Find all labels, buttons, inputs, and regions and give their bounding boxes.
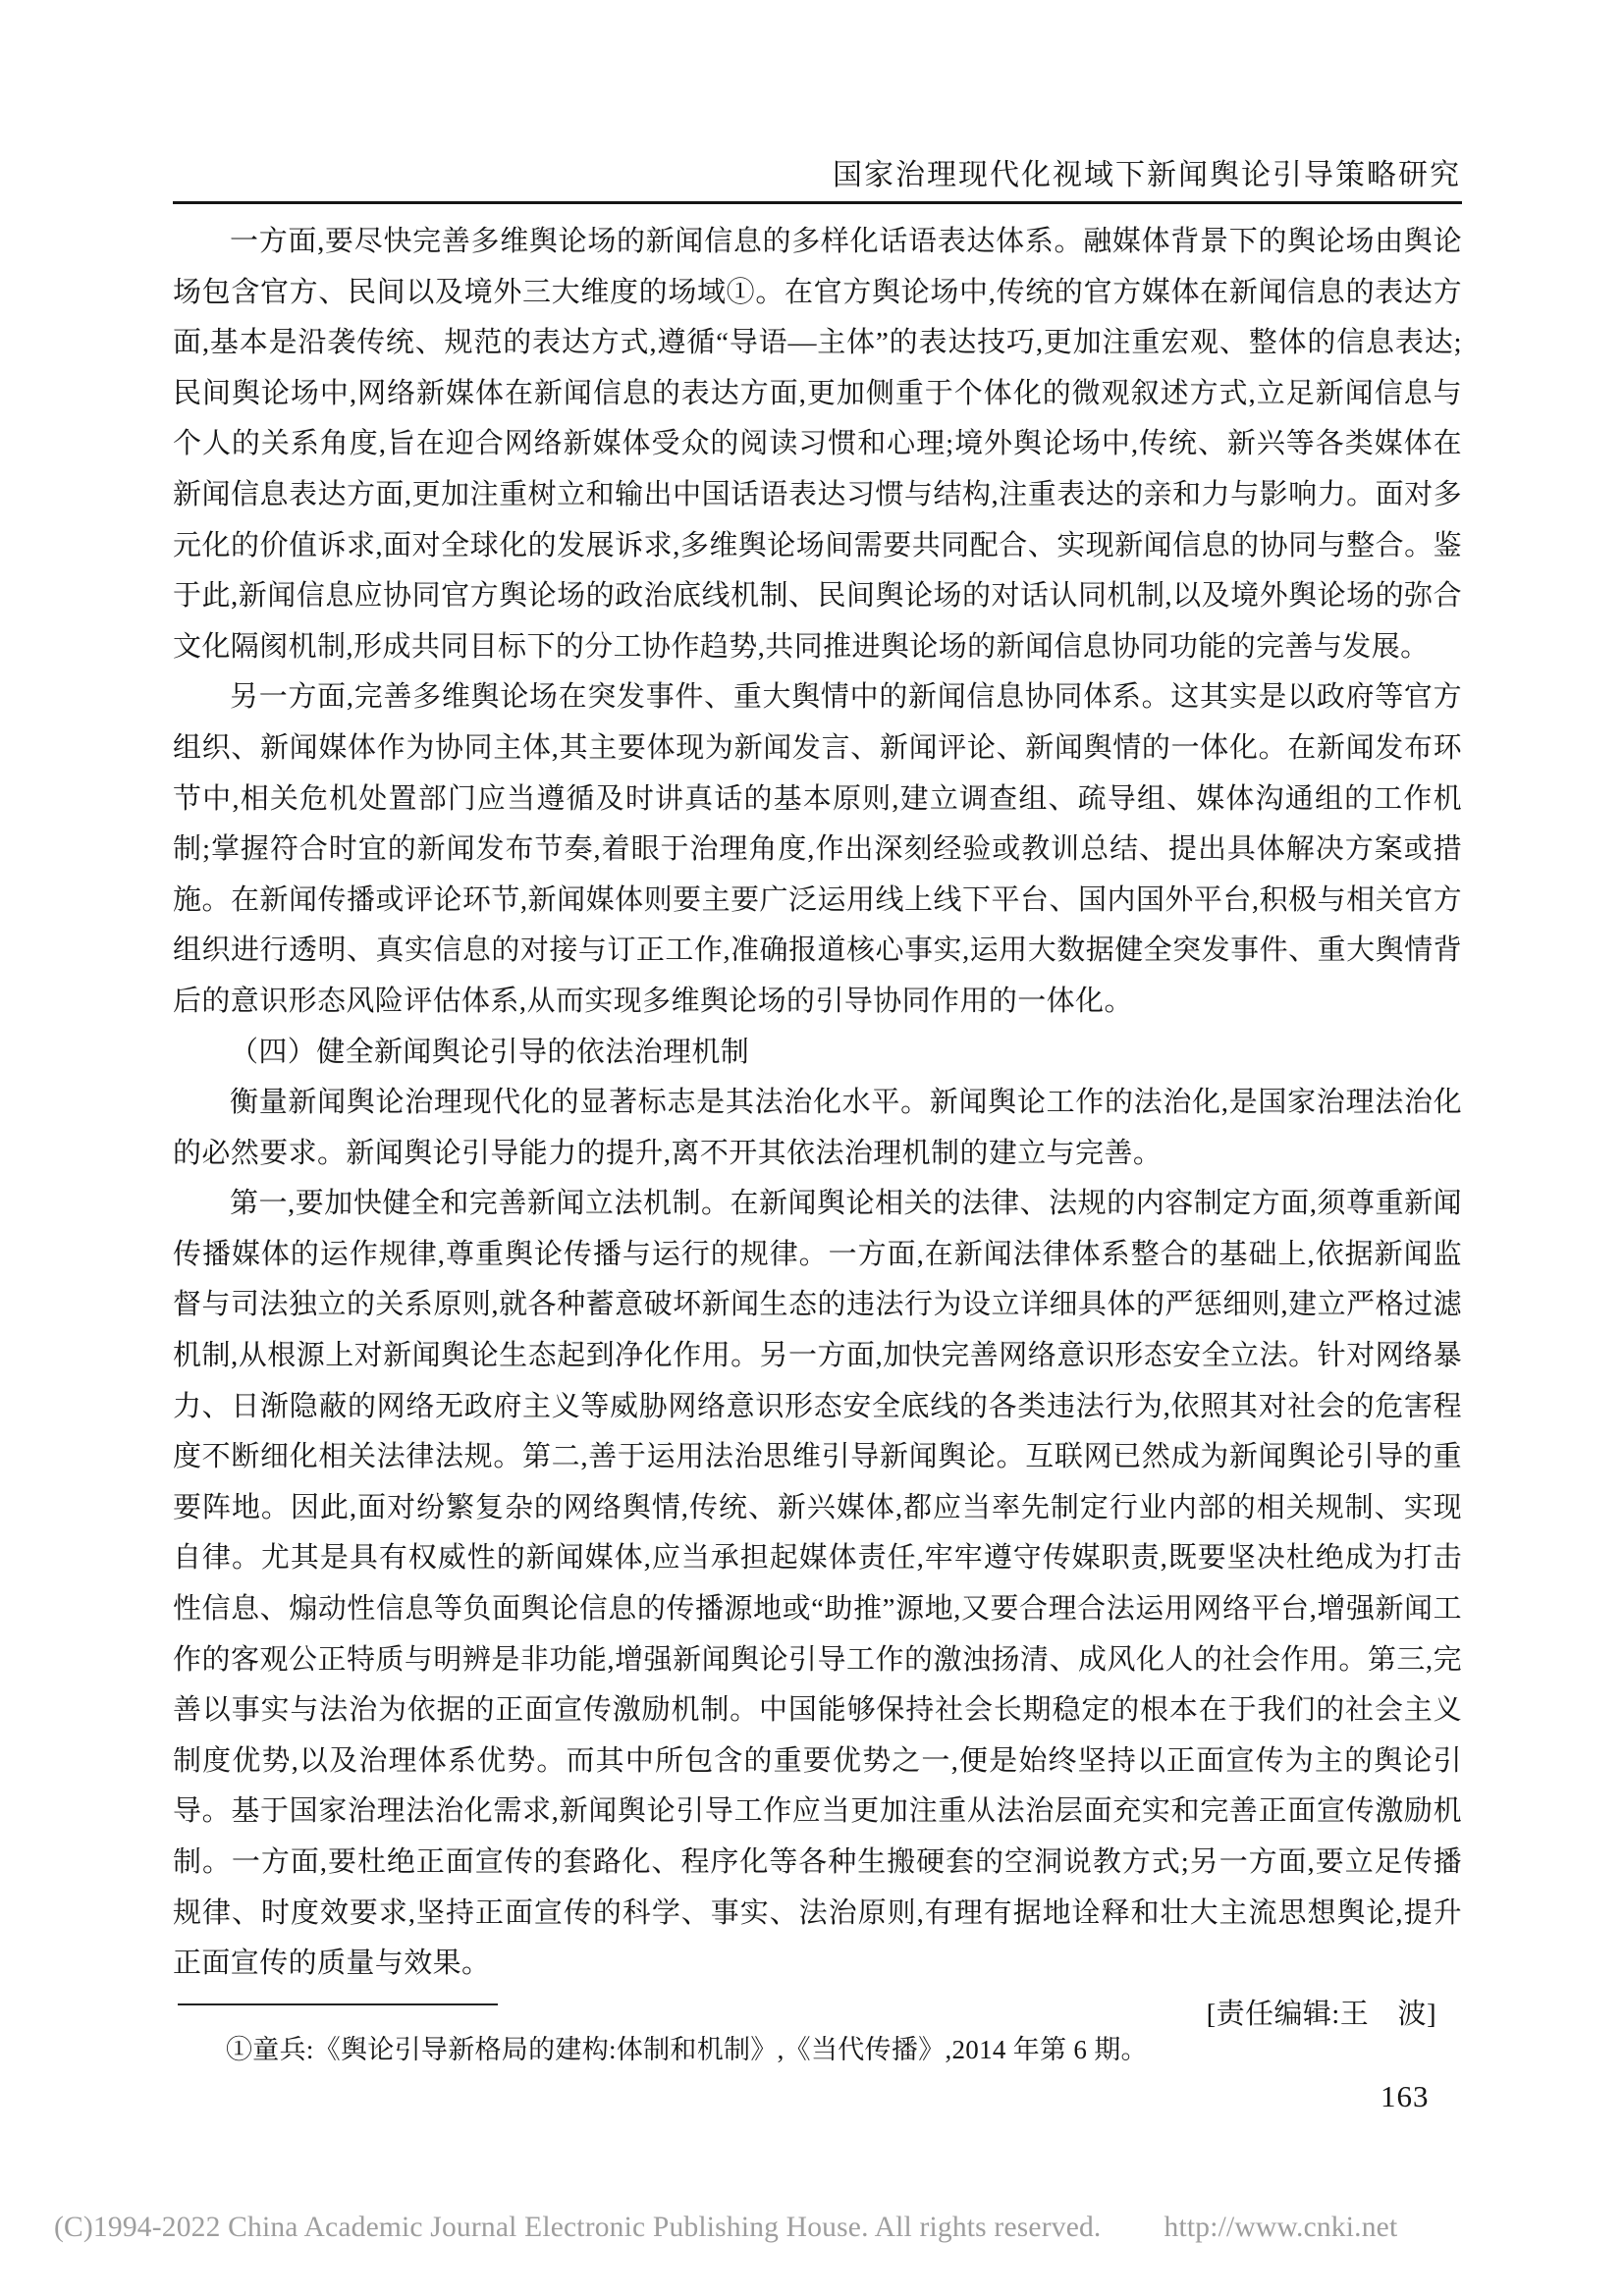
section-heading: （四）健全新闻舆论引导的依法治理机制 [230,1036,750,1068]
article-body [173,217,1462,2040]
paragraph: 另一方面,完善多维舆论场在突发事件、重大舆情中的新闻信息协同体系。这其实是以政府等官方组织、新闻媒体作为协同主体,其主要体现为新闻发言、新闻评论、新闻舆情的一体化。在新闻发布环节中,相关危机处置部门应当遵循及时讲真话的基本原则,建立调查组、疏导组、媒体沟通组的工作机制;掌握符合时宜的新闻发布节奏,着眼于治理角度,作出深刻经验或教训总结、提出具体解决方案或措施。在新闻传播或评论环节,新闻媒体则要主要广泛运用线上线下平台、国内国外平台,积极与相关官方组织进行透明、真实信息的对接与订正工作,准确报道核心事实,运用大数据健全突发事件、重大舆情背后的意识形态风险评估体系,从而实现多维舆论场的引导协同作用的一体化。 [173,681,1462,1017]
footnote-rule [178,2003,498,2005]
header-rule [173,201,1462,204]
footer-url: http://www.cnki.net [1164,2212,1398,2243]
footer-copyright: (C)1994-2022 China Academic Journal Electronic Publishing House. All rights reserved. [54,2212,1102,2243]
paragraph: 衡量新闻舆论治理现代化的显著标志是其法治化水平。新闻舆论工作的法治化,是国家治理法治化的必然要求。新闻舆论引导能力的提升,离不开其依法治理机制的建立与完善。 [173,1087,1462,1169]
scan-footer [54,2212,1586,2244]
editor-note: [责任编辑:王 波] [1206,1998,1436,2030]
footnote-text: ①童兵:《舆论引导新格局的建构:体制和机制》,《当代传播》,2014 年第 6 期。 [226,2035,1148,2064]
paragraph: 一方面,要尽快完善多维舆论场的新闻信息的多样化话语表达体系。融媒体背景下的舆论场由舆论场包含官方、民间以及境外三大维度的场域①。在官方舆论场中,传统的官方媒体在新闻信息的表达方面,基本是沿袭传统、规范的表达方式,遵循“导语—主体”的表达技巧,更加注重宏观、整体的信息表达;民间舆论场中,网络新媒体在新闻信息的表达方面,更加侧重于个体化的微观叙述方式,立足新闻信息与个人的关系角度,旨在迎合网络新媒体受众的阅读习惯和心理;境外舆论场中,传统、新兴等各类媒体在新闻信息表达方面,更加注重树立和输出中国话语表达习惯与结构,注重表达的亲和力与影响力。面对多元化的价值诉求,面对全球化的发展诉求,多维舆论场间需要共同配合、实现新闻信息的协同与整合。鉴于此,新闻信息应协同官方舆论场的政治底线机制、民间舆论场的对话认同机制,以及境外舆论场的弥合文化隔阂机制,形成共同目标下的分工协作趋势,共同推进舆论场的新闻信息协同功能的完善与发展。 [173,226,1462,663]
paragraph: 第一,要加快健全和完善新闻立法机制。在新闻舆论相关的法律、法规的内容制定方面,须尊重新闻传播媒体的运作规律,尊重舆论传播与运行的规律。一方面,在新闻法律体系整合的基础上,依据新闻监督与司法独立的关系原则,就各种蓄意破坏新闻生态的违法行为设立详细具体的严惩细则,建立严格过滤机制,从根源上对新闻舆论生态起到净化作用。另一方面,加快完善网络意识形态安全立法。针对网络暴力、日渐隐蔽的网络无政府主义等威胁网络意识形态安全底线的各类违法行为,依照其对社会的危害程度不断细化相关法律法规。第二,善于运用法治思维引导新闻舆论。互联网已然成为新闻舆论引导的重要阵地。因此,面对纷繁复杂的网络舆情,传统、新兴媒体,都应当率先制定行业内部的相关规制、实现自律。尤其是具有权威性的新闻媒体,应当承担起媒体责任,牢牢遵守传媒职责,既要坚决杜绝成为打击性信息、煽动性信息等负面舆论信息的传播源地或“助推”源地,又要合理合法运用网络平台,增强新闻工作的客观公正特质与明辨是非功能,增强新闻舆论引导工作的激浊扬清、成风化人的社会作用。第三,完善以事实与法治为依据的正面宣传激励机制。中国能够保持社会长期稳定的根本在于我们的社会主义制度优势,以及治理体系优势。而其中所包含的重要优势之一,便是始终坚持以正面宣传为主的舆论引导。基于国家治理法治化需求,新闻舆论引导工作应当更加注重从法治层面充实和完善正面宣传激励机制。一方面,要杜绝正面宣传的套路化、程序化等各种生搬硬套的空洞说教方式;另一方面,要立足传播规律、时度效要求,坚持正面宣传的科学、事实、法治原则,有理有据地诠释和壮大主流思想舆论,提升正面宣传的质量与效果。 [173,1188,1462,1980]
page-number: 163 [1380,2079,1430,2113]
running-head-title: 国家治理现代化视域下新闻舆论引导策略研究 [833,159,1461,191]
